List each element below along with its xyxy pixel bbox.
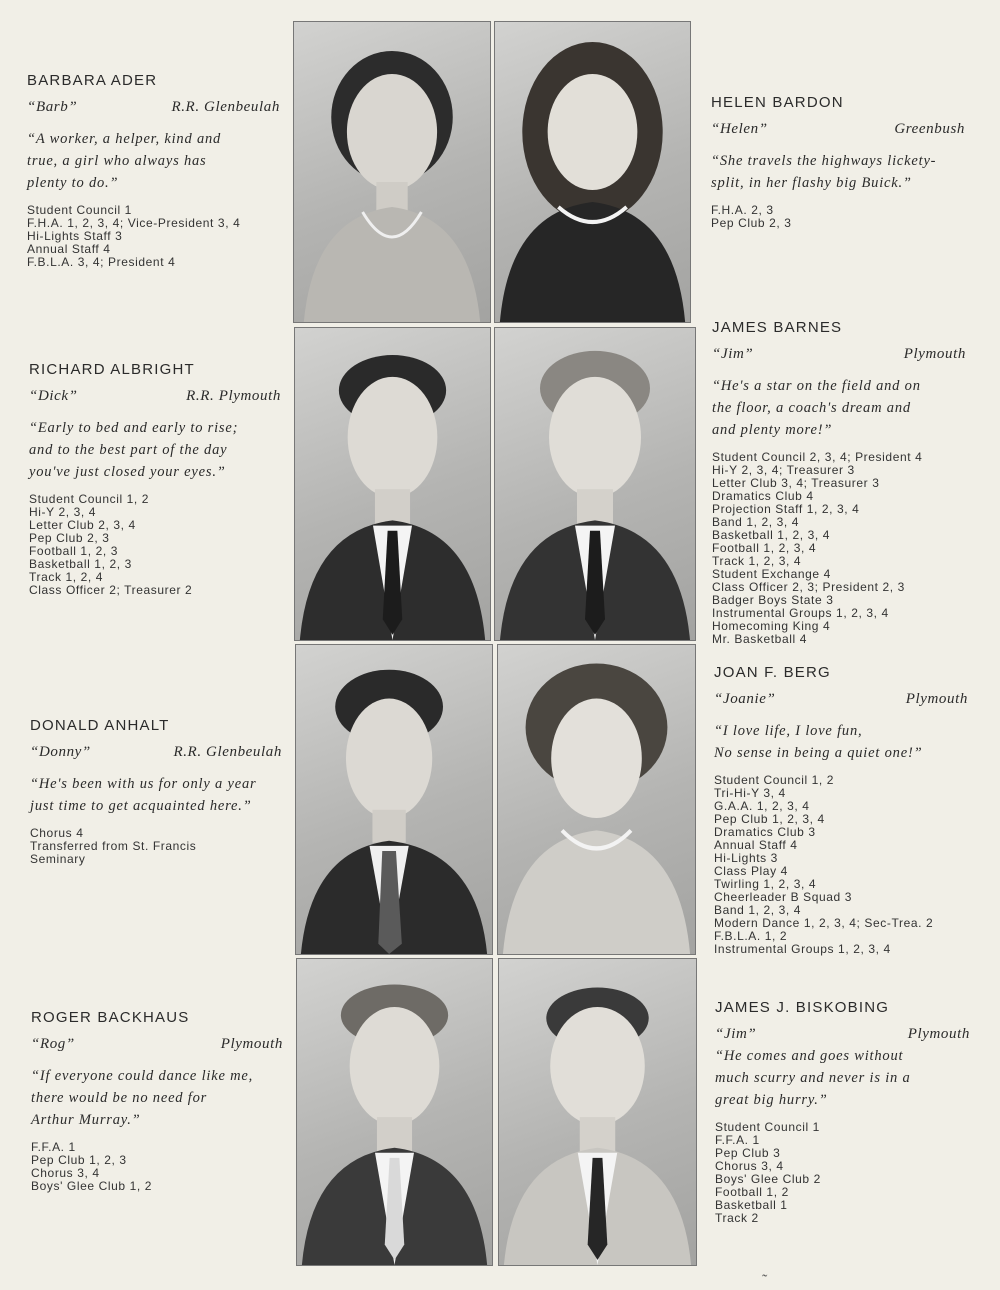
activity-item: Basketball 1: [715, 1198, 788, 1212]
student-entry-james-biskobing: [715, 999, 970, 1225]
activity-item: Letter Club 2, 3, 4: [29, 518, 136, 532]
activity-item: Instrumental Groups 1, 2, 3, 4: [712, 606, 889, 620]
activity-item: Boys' Glee Club 1, 2: [31, 1179, 153, 1193]
activity-item: Dramatics Club 3: [714, 825, 816, 839]
student-nickname: “Barb”: [27, 99, 78, 115]
activity-item: Tri-Hi-Y 3, 4: [714, 786, 786, 800]
student-name: JAMES BARNES: [712, 319, 843, 336]
student-quote: “Early to bed and early to rise; and to the best part of the day you've just closed your eyes.”: [29, 420, 239, 480]
activity-item: Student Council 1: [715, 1120, 820, 1134]
activity-list: [27, 204, 280, 269]
student-quote: “He's a star on the field and on the floor, a coach's dream and and plenty more!”: [712, 378, 921, 438]
portrait-photo-joan-berg: [497, 644, 696, 955]
activity-item: F.F.A. 1: [31, 1140, 76, 1154]
activity-item: Letter Club 3, 4; Treasurer 3: [712, 476, 880, 490]
student-quote: “He comes and goes without much scurry and never is in a great big hurry.”: [715, 1048, 911, 1108]
nickname-line: [711, 121, 965, 138]
student-nickname: “Dick”: [29, 388, 78, 404]
student-hometown: Plymouth: [905, 691, 968, 707]
student-nickname: “Rog”: [31, 1036, 75, 1052]
student-quote: “He's been with us for only a year just time to get acquainted here.”: [30, 776, 257, 814]
activity-item: Student Council 2, 3, 4; President 4: [712, 450, 923, 464]
activity-item: Chorus 4: [30, 826, 84, 840]
activity-item: Pep Club 2, 3: [711, 216, 792, 230]
portrait-male-icon: [499, 959, 696, 1265]
portrait-male-icon: [295, 328, 490, 640]
nickname-line: [712, 346, 966, 363]
activity-list: [712, 451, 966, 646]
portrait-female-icon: [495, 22, 690, 322]
portrait-male-icon: [296, 645, 492, 954]
activity-item: Football 1, 2: [715, 1185, 789, 1199]
student-name: ROGER BACKHAUS: [31, 1009, 190, 1026]
activity-item: Hi-Y 2, 3, 4: [29, 505, 97, 519]
activity-item: Pep Club 3: [715, 1146, 781, 1160]
activity-list: [714, 774, 968, 956]
activity-item: Badger Boys State 3: [712, 593, 834, 607]
student-quote: “A worker, a helper, kind and true, a girl who always has plenty to do.”: [27, 131, 222, 191]
student-quote: “She travels the highways lickety- split, in her flashy big Buick.”: [711, 153, 937, 191]
activity-item: F.H.A. 2, 3: [711, 203, 774, 217]
activity-item: Projection Staff 1, 2, 3, 4: [712, 502, 860, 516]
activity-item: Modern Dance 1, 2, 3, 4; Sec-Trea. 2: [714, 916, 934, 930]
portrait-photo-donald-anhalt: [295, 644, 493, 955]
nickname-line: [714, 691, 968, 708]
activity-item: Mr. Basketball 4: [712, 632, 807, 646]
nickname-line: [715, 1026, 970, 1043]
portrait-photo-richard-albright: [294, 327, 491, 641]
student-quote: “If everyone could dance like me, there would be no need for Arthur Murray.”: [31, 1068, 254, 1128]
activity-item: Annual Staff 4: [27, 242, 111, 256]
nickname-line: [30, 744, 282, 761]
student-hometown: Plymouth: [220, 1036, 283, 1052]
activity-item: Instrumental Groups 1, 2, 3, 4: [714, 942, 891, 956]
student-entry-helen-bardon: [711, 94, 965, 230]
nickname-line: [27, 99, 280, 116]
activity-item: Track 1, 2, 3, 4: [712, 554, 802, 568]
student-name: JOAN F. BERG: [714, 664, 831, 681]
student-nickname: “Jim”: [715, 1026, 757, 1042]
activity-item: F.H.A. 1, 2, 3, 4; Vice-President 3, 4: [27, 216, 241, 230]
student-entry-joan-berg: [714, 664, 968, 956]
student-hometown: Plymouth: [907, 1026, 970, 1042]
student-quote: “I love life, I love fun, No sense in being a quiet one!”: [714, 723, 923, 761]
student-hometown: R.R. Plymouth: [186, 388, 281, 404]
activity-item: F.F.A. 1: [715, 1133, 760, 1147]
activity-item: Hi-Y 2, 3, 4; Treasurer 3: [712, 463, 855, 477]
activity-item: G.A.A. 1, 2, 3, 4: [714, 799, 810, 813]
activity-item: Track 2: [715, 1211, 759, 1225]
student-entry-james-barnes: [712, 319, 966, 646]
nickname-line: [29, 388, 281, 405]
student-name: JAMES J. BISKOBING: [715, 999, 890, 1016]
activity-item: Homecoming King 4: [712, 619, 831, 633]
activity-item: Hi-Lights 3: [714, 851, 778, 865]
student-hometown: Plymouth: [903, 346, 966, 362]
activity-item: Student Council 1, 2: [714, 773, 835, 787]
student-name: BARBARA ADER: [27, 72, 158, 89]
student-entry-donald-anhalt: [30, 717, 282, 866]
nickname-line: [31, 1036, 283, 1053]
student-nickname: “Joanie”: [714, 691, 776, 707]
activity-item: Band 1, 2, 3, 4: [712, 515, 800, 529]
student-entry-roger-backhaus: [31, 1009, 283, 1193]
student-nickname: “Helen”: [711, 121, 768, 137]
activity-item: Class Play 4: [714, 864, 788, 878]
student-name: RICHARD ALBRIGHT: [29, 361, 195, 378]
student-entry-richard-albright: [29, 361, 281, 597]
activity-item: Chorus 3, 4: [31, 1166, 100, 1180]
portrait-photo-helen-bardon: [494, 21, 691, 323]
student-name: DONALD ANHALT: [30, 717, 170, 734]
portrait-photo-roger-backhaus: [296, 958, 493, 1266]
activity-item: Hi-Lights Staff 3: [27, 229, 123, 243]
activity-item: Track 1, 2, 4: [29, 570, 104, 584]
activity-list: [29, 493, 281, 597]
page-corner-mark: ˜: [762, 1272, 768, 1289]
portrait-photo-james-barnes: [494, 327, 696, 641]
activity-item: Annual Staff 4: [714, 838, 798, 852]
student-entry-barbara-ader: [27, 72, 280, 269]
portrait-male-icon: [297, 959, 492, 1265]
activity-list: [715, 1121, 970, 1225]
activity-item: Student Council 1, 2: [29, 492, 150, 506]
activity-item: Football 1, 2, 3: [29, 544, 118, 558]
activity-item: Transferred from St. Francis Seminary: [30, 839, 197, 866]
activity-item: Twirling 1, 2, 3, 4: [714, 877, 817, 891]
activity-item: Basketball 1, 2, 3: [29, 557, 132, 571]
student-hometown: R.R. Glenbeulah: [171, 99, 280, 115]
activity-list: [711, 204, 965, 230]
portrait-female-icon: [294, 22, 490, 322]
activity-item: Pep Club 1, 2, 3: [31, 1153, 127, 1167]
portrait-photo-james-biskobing: [498, 958, 697, 1266]
portrait-female-icon: [498, 645, 695, 954]
activity-item: Band 1, 2, 3, 4: [714, 903, 802, 917]
student-name: HELEN BARDON: [711, 94, 844, 111]
activity-item: Chorus 3, 4: [715, 1159, 784, 1173]
student-nickname: “Jim”: [712, 346, 754, 362]
portrait-photo-barbara-ader: [293, 21, 491, 323]
student-hometown: R.R. Glenbeulah: [173, 744, 282, 760]
activity-item: Football 1, 2, 3, 4: [712, 541, 817, 555]
activity-item: Student Council 1: [27, 203, 132, 217]
activity-item: F.B.L.A. 3, 4; President 4: [27, 255, 176, 269]
activity-list: [30, 827, 282, 866]
activity-item: Cheerleader B Squad 3: [714, 890, 853, 904]
activity-list: [31, 1141, 283, 1193]
activity-item: Pep Club 1, 2, 3, 4: [714, 812, 825, 826]
activity-item: Dramatics Club 4: [712, 489, 814, 503]
activity-item: Boys' Glee Club 2: [715, 1172, 821, 1186]
activity-item: Class Officer 2; Treasurer 2: [29, 583, 193, 597]
portrait-male-icon: [495, 328, 695, 640]
activity-item: F.B.L.A. 1, 2: [714, 929, 788, 943]
student-hometown: Greenbush: [894, 121, 965, 137]
activity-item: Student Exchange 4: [712, 567, 831, 581]
activity-item: Basketball 1, 2, 3, 4: [712, 528, 830, 542]
student-nickname: “Donny”: [30, 744, 91, 760]
activity-item: Pep Club 2, 3: [29, 531, 110, 545]
activity-item: Class Officer 2, 3; President 2, 3: [712, 580, 905, 594]
